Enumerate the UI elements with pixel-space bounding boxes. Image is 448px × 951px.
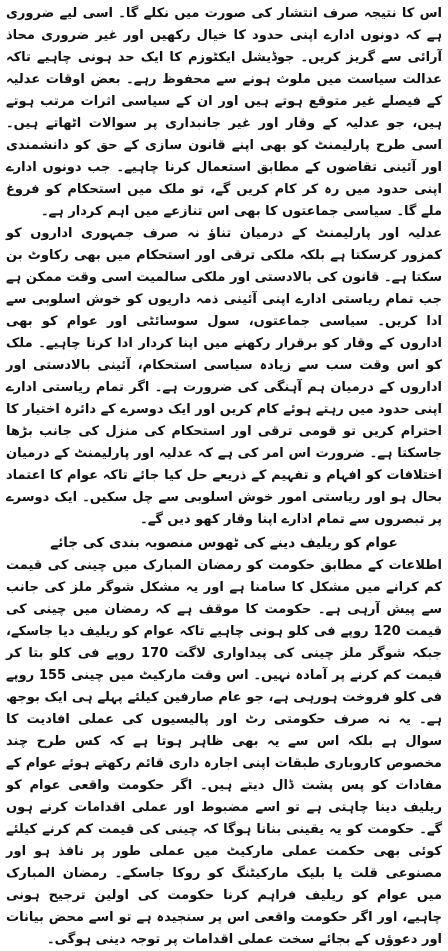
paragraph-3: اطلاعات کے مطابق حکومت کو رمضان المبارک میں چینی کی قیمت کم کرانے میں مشکل کا سامنا ہے اور یہ مشکل شوگر ملز کی جانب سے پیش آرہی ہے۔ حکومت کا موقف ہے کہ رمضان میں چینی کی قیمت 120 روپے فی کلو ہونی چاہیے تاکہ عوام کو ریلیف دیا جاسکے، جبکہ شوگر ملز چینی کی پیداواری لاگت 170 روپے فی کلو بتا کر قیمت کم کرنے پر آمادہ نہیں۔ اس وقت مارکیٹ میں چینی 155 روپے فی کلو فروخت ہورہی ہے، جو عام صارفین کیلئے پہلے ہی ایک بوجھ ہے۔ یہ نہ صرف حکومتی رٹ اور پالیسیوں کی عملی افادیت کا سوال ہے بلکہ اس سے یہ بھی ظاہر ہوتا ہے کہ کس طرح چند مخصوص کاروباری طبقات اپنی اجارہ داری قائم رکھتے ہوئے عوام کے مفادات کو پس پشت ڈال دیتے ہیں۔ اگر حکومت واقعی عوام کو ریلیف دینا چاہتی ہے تو اسے مضبوط اور عملی اقدامات کرنے ہوں گے۔ حکومت کو یہ یقینی بنانا ہوگا کہ چینی کی قیمت کم کرنے کیلئے کوئی بھی حکمت عملی مارکیٹ میں عملی طور پر نافذ ہو اور مصنوعی قلت یا بلیک مارکیٹنگ کو روکا جاسکے۔ رمضان المبارک میں عوام کو ریلیف فراہم کرنا حکومت کی اولین ترجیح ہونی چاہیے، اور اگر حکومت واقعی اس پر سنجیدہ ہے تو اسے محض بیانات اور دعوؤں کے بجائے سخت عملی اقدامات پر توجہ دینی ہوگی۔ [6,558,443,947]
paragraph-1: اس کا نتیجہ صرف انتشار کی صورت میں نکلے گا۔ اسی لیے ضروری ہے کہ دونوں ادارے اپنی حدود کا خیال رکھیں اور غیر ضروری محاذ آرائی سے گریز کریں۔ جوڈیشل ایکٹوزم کا ایک حد ہونی چاہیے تاکہ عدالت سیاست میں ملوث ہونے سے محفوظ رہے۔ بعض اوقات عدلیہ کے فیصلے غیر متوقع ہوتے ہیں اور ان کے سیاسی اثرات مرتب ہوتے ہیں، جو عدلیہ کے وقار اور غیر جانبداری پر سوالات اٹھاتے ہیں۔ اسی طرح پارلیمنٹ کو بھی اپنے قانون سازی کے حق کو دانشمندی اور آئینی تقاضوں کے مطابق استعمال کرنا چاہیے۔ جب دونوں ادارے اپنی حدود میں رہ کر کام کریں گے، تو ملک میں استحکام کو فروغ ملے گا۔ سیاسی جماعتوں کا بھی اس تنازعے میں اہم کردار ہے۔ [6,6,442,219]
paragraph-2: عدلیہ اور پارلیمنٹ کے درمیان تناؤ نہ صرف جمہوری اداروں کو کمزور کرسکتا ہے بلکہ ملکی ترقی اور استحکام میں بھی رکاوٹ بن سکتا ہے۔ قانون کی بالادستی اور ملکی سالمیت اسی وقت ممکن ہے جب تمام ریاستی ادارے اپنی آئینی ذمہ داریوں کو خوش اسلوبی سے ادا کریں۔ سیاسی جماعتوں، سول سوسائٹی اور عوام کو بھی اداروں کے وقار کو برقرار رکھنے میں اپنا کردار ادا کرنا چاہیے۔ ملک کو اس وقت سب سے زیادہ سیاسی استحکام، آئینی بالادستی اور اداروں کے درمیان ہم آہنگی کی ضرورت ہے۔ اگر تمام ریاستی ادارے اپنی حدود میں رہتے ہوئے کام کریں اور ایک دوسرے کے دائرہ اختیار کا احترام کریں تو قومی ترقی اور استحکام کی منزل کی جانب بڑھا جاسکتا ہے۔ ضرورت اس امر کی ہے کہ عدلیہ اور پارلیمنٹ کے درمیان اختلافات کو افہام و تفہیم کے ذریعے حل کیا جائے تاکہ عوام کا اعتماد بحال ہو اور ریاستی امور خوش اسلوبی سے چل سکیں۔ ایک دوسرے پر تبصروں سے تمام ادارے اپنا وقار کھو دیں گے۔ [6,226,442,527]
section-heading: عوام کو ریلیف دینے کی ٹھوس منصوبہ بندی کی جائے [50,535,398,551]
